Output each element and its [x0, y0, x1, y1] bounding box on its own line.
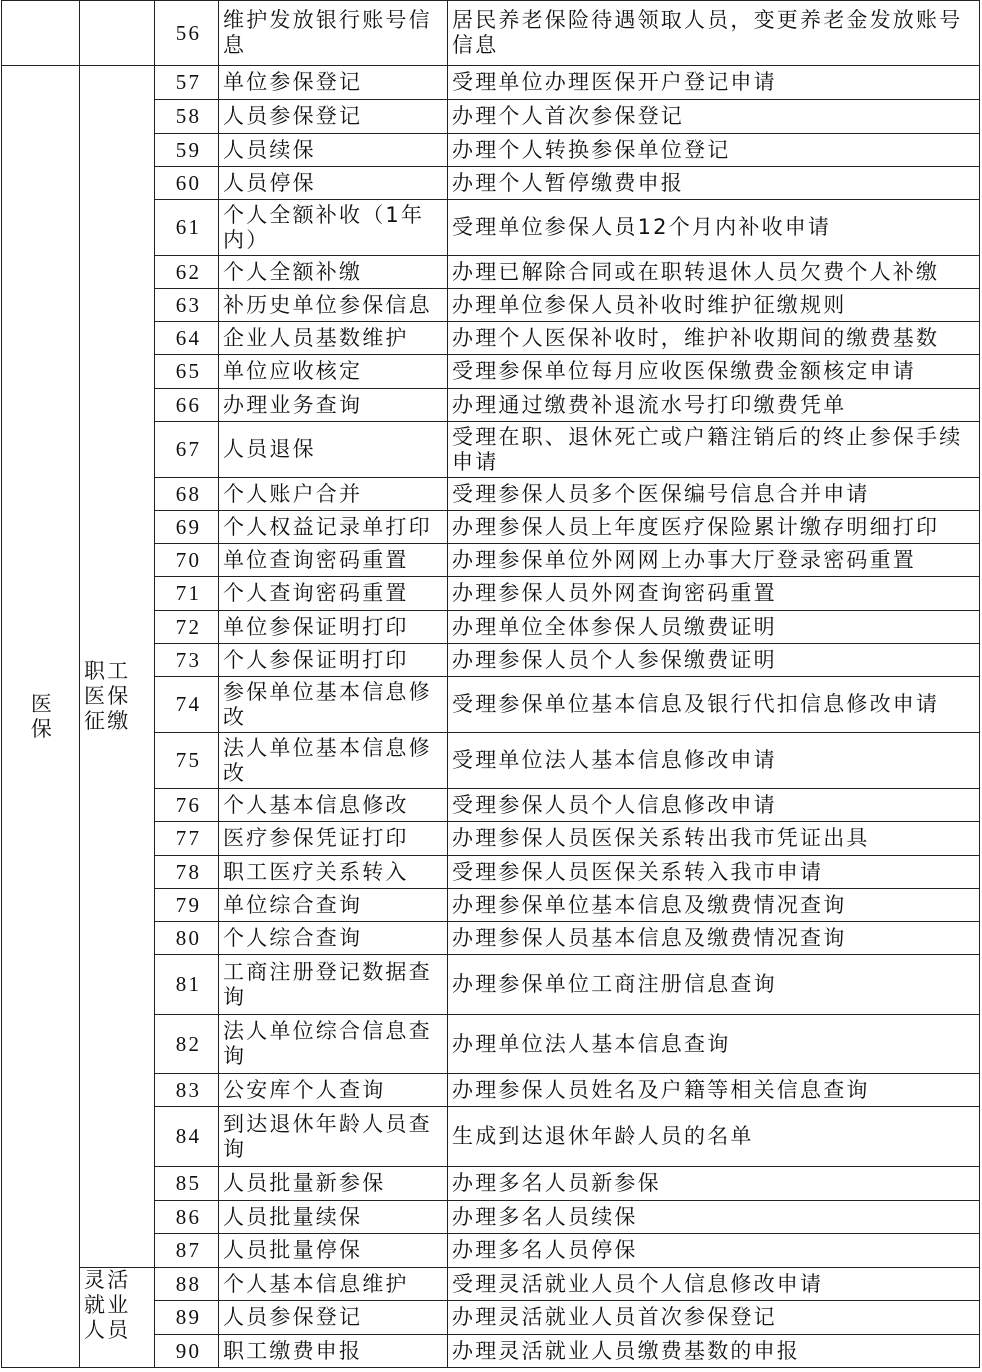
- service-description: 办理多名人员停保: [448, 1234, 980, 1268]
- service-description: 办理参保单位工商注册信息查询: [448, 955, 980, 1015]
- service-description: 办理个人首次参保登记: [448, 100, 980, 134]
- service-item: 人员参保登记: [219, 1301, 448, 1335]
- service-item: 人员续保: [219, 134, 448, 167]
- service-table: [1, 0, 980, 1368]
- table-row: [2, 1268, 980, 1301]
- row-number: 63: [155, 289, 219, 322]
- service-description: 办理单位法人基本信息查询: [448, 1015, 980, 1074]
- service-description: 受理在职、退休死亡或户籍注销后的终止参保手续申请: [448, 422, 980, 478]
- service-item: 企业人员基数维护: [219, 322, 448, 355]
- row-number: 72: [155, 611, 219, 644]
- service-item: 单位查询密码重置: [219, 544, 448, 577]
- service-description: 办理单位全体参保人员缴费证明: [448, 611, 980, 644]
- row-number: 64: [155, 322, 219, 355]
- row-number: 61: [155, 200, 219, 256]
- service-item: 职工缴费申报: [219, 1335, 448, 1368]
- service-item: 个人基本信息修改: [219, 789, 448, 822]
- row-number: 89: [155, 1301, 219, 1335]
- row-number: 60: [155, 167, 219, 200]
- service-item: 单位应收核定: [219, 355, 448, 389]
- category-cell: [2, 66, 80, 1368]
- row-number: 57: [155, 66, 219, 100]
- row-number: 59: [155, 134, 219, 167]
- row-number: 67: [155, 422, 219, 478]
- service-item: 职工医疗关系转入: [219, 856, 448, 889]
- service-description: 办理参保人员基本信息及缴费情况查询: [448, 922, 980, 955]
- service-description: 办理参保单位基本信息及缴费情况查询: [448, 889, 980, 922]
- service-item: 单位参保证明打印: [219, 611, 448, 644]
- service-description: 办理通过缴费补退流水号打印缴费凭单: [448, 389, 980, 422]
- group-cell: [80, 66, 155, 1268]
- service-item: 个人权益记录单打印: [219, 511, 448, 544]
- group-label: 职工医保征缴: [84, 659, 131, 733]
- service-item: 维护发放银行账号信息: [219, 1, 448, 66]
- service-description: 办理多名人员新参保: [448, 1167, 980, 1201]
- row-number: 77: [155, 822, 219, 856]
- row-number: 70: [155, 544, 219, 577]
- service-description: 受理参保人员个人信息修改申请: [448, 789, 980, 822]
- service-description: 办理已解除合同或在职转退休人员欠费个人补缴: [448, 256, 980, 289]
- service-description: 受理参保单位基本信息及银行代扣信息修改申请: [448, 677, 980, 733]
- row-number: 78: [155, 856, 219, 889]
- table-row: [2, 66, 980, 100]
- service-description: 办理参保人员姓名及户籍等相关信息查询: [448, 1074, 980, 1107]
- service-description: 办理个人暂停缴费申报: [448, 167, 980, 200]
- service-description: 受理单位办理医保开户登记申请: [448, 66, 980, 100]
- service-item: 个人账户合并: [219, 478, 448, 511]
- group-cell-empty: [80, 1, 155, 66]
- service-description: 办理灵活就业人员首次参保登记: [448, 1301, 980, 1335]
- category-cell-empty: [2, 1, 80, 66]
- row-number: 65: [155, 355, 219, 389]
- service-item: 医疗参保凭证打印: [219, 822, 448, 856]
- row-number: 69: [155, 511, 219, 544]
- row-number: 74: [155, 677, 219, 733]
- row-number: 82: [155, 1015, 219, 1074]
- group-cell: [80, 1268, 155, 1368]
- service-item: 个人全额补收（1年内）: [219, 200, 448, 256]
- row-number: 71: [155, 577, 219, 611]
- row-number: 86: [155, 1201, 219, 1234]
- service-item: 公安库个人查询: [219, 1074, 448, 1107]
- row-number: 75: [155, 733, 219, 789]
- service-description: 办理个人医保补收时，维护补收期间的缴费基数: [448, 322, 980, 355]
- service-description: 受理灵活就业人员个人信息修改申请: [448, 1268, 980, 1301]
- service-description: 办理多名人员续保: [448, 1201, 980, 1234]
- row-number: 85: [155, 1167, 219, 1201]
- group-label: 灵活就业人员: [84, 1268, 131, 1342]
- service-item: 法人单位综合信息查询: [219, 1015, 448, 1074]
- service-table-body: [2, 1, 980, 1368]
- service-description: 受理参保人员多个医保编号信息合并申请: [448, 478, 980, 511]
- row-number: 56: [155, 1, 219, 66]
- service-description: 办理灵活就业人员缴费基数的申报: [448, 1335, 980, 1368]
- service-item: 参保单位基本信息修改: [219, 677, 448, 733]
- row-number: 81: [155, 955, 219, 1015]
- service-item: 人员批量新参保: [219, 1167, 448, 1201]
- service-item: 补历史单位参保信息: [219, 289, 448, 322]
- service-description: 办理参保单位外网网上办事大厅登录密码重置: [448, 544, 980, 577]
- service-item: 办理业务查询: [219, 389, 448, 422]
- row-number: 68: [155, 478, 219, 511]
- service-description: 生成到达退休年龄人员的名单: [448, 1107, 980, 1167]
- row-number: 66: [155, 389, 219, 422]
- service-description: 办理参保人员外网查询密码重置: [448, 577, 980, 611]
- service-description: 办理单位参保人员补收时维护征缴规则: [448, 289, 980, 322]
- service-description: 受理单位参保人员12个月内补收申请: [448, 200, 980, 256]
- row-number: 88: [155, 1268, 219, 1301]
- service-item: 人员停保: [219, 167, 448, 200]
- service-item: 个人综合查询: [219, 922, 448, 955]
- service-item: 个人基本信息维护: [219, 1268, 448, 1301]
- service-description: 居民养老保险待遇领取人员，变更养老金发放账号信息: [448, 1, 980, 66]
- row-number: 62: [155, 256, 219, 289]
- category-label: 医保: [30, 691, 55, 741]
- service-description: 受理单位法人基本信息修改申请: [448, 733, 980, 789]
- service-item: 个人参保证明打印: [219, 644, 448, 677]
- service-item: 人员退保: [219, 422, 448, 478]
- row-number: 79: [155, 889, 219, 922]
- service-item: 到达退休年龄人员查询: [219, 1107, 448, 1167]
- service-item: 工商注册登记数据查询: [219, 955, 448, 1015]
- service-item: 单位参保登记: [219, 66, 448, 100]
- service-item: 法人单位基本信息修改: [219, 733, 448, 789]
- row-number: 73: [155, 644, 219, 677]
- service-item: 单位综合查询: [219, 889, 448, 922]
- row-number: 80: [155, 922, 219, 955]
- service-description: 受理参保单位每月应收医保缴费金额核定申请: [448, 355, 980, 389]
- service-item: 人员批量续保: [219, 1201, 448, 1234]
- row-number: 87: [155, 1234, 219, 1268]
- service-description: 受理参保人员医保关系转入我市申请: [448, 856, 980, 889]
- row-number: 83: [155, 1074, 219, 1107]
- row-number: 76: [155, 789, 219, 822]
- row-number: 90: [155, 1335, 219, 1368]
- row-number: 84: [155, 1107, 219, 1167]
- service-description: 办理参保人员个人参保缴费证明: [448, 644, 980, 677]
- service-description: 办理参保人员医保关系转出我市凭证出具: [448, 822, 980, 856]
- service-description: 办理个人转换参保单位登记: [448, 134, 980, 167]
- service-item: 人员批量停保: [219, 1234, 448, 1268]
- service-description: 办理参保人员上年度医疗保险累计缴存明细打印: [448, 511, 980, 544]
- service-item: 个人全额补缴: [219, 256, 448, 289]
- service-item: 个人查询密码重置: [219, 577, 448, 611]
- table-row: [2, 1, 980, 66]
- service-item: 人员参保登记: [219, 100, 448, 134]
- row-number: 58: [155, 100, 219, 134]
